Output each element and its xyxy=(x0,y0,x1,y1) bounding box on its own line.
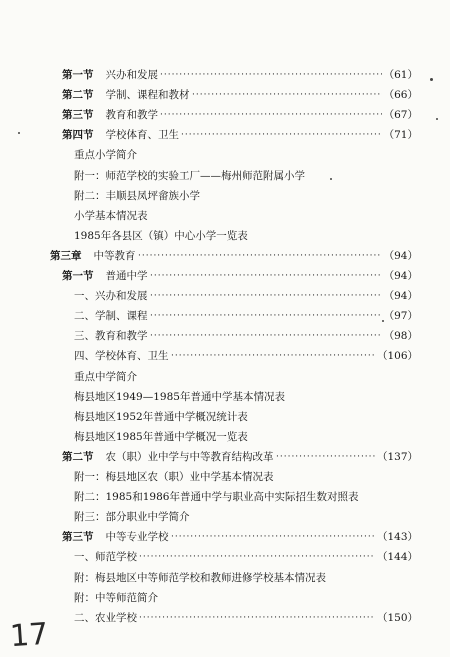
toc-entry xyxy=(0,227,450,245)
toc-entry-text xyxy=(74,488,358,506)
scan-speck xyxy=(330,178,332,180)
toc-entry-text xyxy=(74,307,148,325)
toc-entry-text xyxy=(74,327,148,345)
toc-entry xyxy=(0,569,450,587)
toc-entry-text xyxy=(74,227,248,245)
toc-title: 教育和教学 xyxy=(105,109,158,122)
toc-leader-dots xyxy=(192,86,382,104)
toc-title: 学校体育、卫生 xyxy=(105,129,179,142)
toc-entry xyxy=(0,468,450,486)
toc-leader-dots xyxy=(171,528,375,546)
toc-title: 附：中等师范简介 xyxy=(74,591,158,604)
toc-entry-text xyxy=(62,126,179,144)
toc-entry xyxy=(0,146,450,164)
toc-entry-text xyxy=(74,388,285,406)
toc-entry xyxy=(0,368,450,386)
toc-leader-dots xyxy=(150,307,382,325)
toc-page-number: （71） xyxy=(383,129,418,142)
toc-leader-dots xyxy=(150,267,382,285)
toc-leader-dots xyxy=(150,327,382,345)
toc-page-number: （66） xyxy=(383,89,418,102)
toc-title: 梅县地区1985年普通中学概况一览表 xyxy=(74,430,248,443)
scan-speck xyxy=(382,320,384,322)
toc-entry xyxy=(0,327,450,345)
toc-title: 附一：梅县地区农（职）业中学基本情况表 xyxy=(74,471,274,483)
toc-title: 二、农业学校 xyxy=(74,611,137,624)
toc-entry-text xyxy=(74,146,137,164)
toc-page-number: （98） xyxy=(383,330,418,343)
toc-entry-text xyxy=(74,287,148,305)
toc-title: 三、教育和教学 xyxy=(74,330,148,343)
toc-section-label: 第一节 xyxy=(62,69,94,81)
toc-entry xyxy=(0,448,450,466)
toc-entry xyxy=(0,548,450,566)
toc-title: 附一：师范学校的实验工厂——梅州师范附属小学 xyxy=(74,169,305,182)
toc-title: 附二：丰顺县凤坪畲族小学 xyxy=(74,189,200,202)
toc-entry-text xyxy=(74,428,248,446)
toc-entry-text xyxy=(74,167,305,185)
toc-entry xyxy=(0,86,450,104)
toc-entry-text xyxy=(74,569,326,587)
toc-entry xyxy=(0,508,450,526)
toc-title: 梅县地区1952年普通中学概况统计表 xyxy=(74,410,248,423)
toc-entry xyxy=(0,428,450,446)
toc-title: 1985年各县区（镇）中心小学一览表 xyxy=(74,229,248,242)
toc-entry-text xyxy=(74,187,200,205)
toc-title: 兴办和发展 xyxy=(105,69,158,81)
toc-entry-text xyxy=(74,347,169,365)
toc-leader-dots xyxy=(181,126,382,144)
toc-title: 普通中学 xyxy=(105,270,148,282)
toc-entry-text xyxy=(74,589,158,607)
toc-entry xyxy=(0,388,450,406)
scan-speck xyxy=(430,78,433,81)
toc-page-number: （137） xyxy=(376,450,418,463)
toc-section-label: 第四节 xyxy=(62,129,94,142)
toc-entry xyxy=(0,528,450,546)
toc-entry xyxy=(0,408,450,426)
toc-leader-dots xyxy=(160,66,382,84)
toc-entry xyxy=(0,307,450,325)
toc-title: 附：梅县地区中等师范学校和教师进修学校基本情况表 xyxy=(74,571,326,584)
toc-title: 学制、课程和教材 xyxy=(105,89,190,102)
toc-section-label: 第二节 xyxy=(62,89,94,102)
toc-entry xyxy=(0,609,450,627)
toc-page-number: （97） xyxy=(383,310,418,323)
toc-entry xyxy=(0,106,450,124)
toc-entry-text xyxy=(74,408,248,426)
toc-entry-text xyxy=(74,468,274,486)
toc-section-label: 第三节 xyxy=(62,109,94,122)
toc-entry xyxy=(0,187,450,205)
scan-speck xyxy=(18,132,20,134)
toc-page-number: （144） xyxy=(376,551,418,564)
toc-title: 梅县地区1949—1985年普通中学基本情况表 xyxy=(74,390,285,403)
toc-leader-dots xyxy=(139,548,375,566)
toc-entry xyxy=(0,207,450,225)
handwritten-page-number: 17 xyxy=(8,616,50,655)
toc-title: 二、学制、课程 xyxy=(74,310,148,323)
toc-page-number: （94） xyxy=(383,249,418,262)
toc-section-label: 第三章 xyxy=(50,249,82,262)
toc-leader-dots xyxy=(276,448,375,466)
toc-title: 中等教育 xyxy=(93,249,136,262)
toc-title: 重点小学简介 xyxy=(74,149,137,162)
toc-entry-text xyxy=(50,247,136,265)
toc-entry xyxy=(0,66,450,84)
toc-section-label: 第三节 xyxy=(62,531,94,544)
toc-title: 一、师范学校 xyxy=(74,551,137,564)
toc-entry xyxy=(0,488,450,506)
toc-entry xyxy=(0,287,450,305)
toc-leader-dots xyxy=(139,609,375,627)
toc-entry-text xyxy=(62,86,190,104)
toc-leader-dots xyxy=(171,347,375,365)
toc-leader-dots xyxy=(138,247,382,265)
toc-entry xyxy=(0,126,450,144)
toc-title: 农（职）业中学与中等教育结构改革 xyxy=(105,450,274,463)
toc-title: 四、学校体育、卫生 xyxy=(74,350,169,363)
toc-entry-text xyxy=(62,66,158,84)
toc-page-number: （94） xyxy=(383,290,418,303)
toc-entry-text xyxy=(62,106,158,124)
toc-entry xyxy=(0,167,450,185)
toc-entry xyxy=(0,589,450,607)
toc-title: 一、兴办和发展 xyxy=(74,290,148,303)
toc-entry-text xyxy=(74,609,137,627)
toc-page-number: （106） xyxy=(376,350,418,363)
toc-entry-text xyxy=(62,528,169,546)
toc-entry-text xyxy=(62,267,148,285)
toc-entry-text xyxy=(62,448,274,466)
toc-entry-text xyxy=(74,508,190,526)
toc-entry xyxy=(0,247,450,265)
toc-title: 小学基本情况表 xyxy=(74,209,148,222)
toc-page-number: （143） xyxy=(376,531,418,544)
toc-section-label: 第二节 xyxy=(62,450,94,463)
toc-title: 中等专业学校 xyxy=(105,531,169,544)
toc-title: 重点中学简介 xyxy=(74,370,137,383)
toc-page-number: （94） xyxy=(383,270,418,282)
toc-entry-text xyxy=(74,207,148,225)
toc-title: 附二：1985和1986年普通中学与职业高中实际招生数对照表 xyxy=(74,491,359,504)
toc-entry-text xyxy=(74,548,137,566)
toc-page-number: （61） xyxy=(383,69,418,81)
toc-leader-dots xyxy=(160,106,382,124)
toc-page-number: （150） xyxy=(376,611,418,624)
toc-section-label: 第一节 xyxy=(62,270,94,282)
scan-speck xyxy=(436,118,438,120)
toc-entry-text xyxy=(74,368,137,386)
toc-entry xyxy=(0,347,450,365)
toc-leader-dots xyxy=(150,287,382,305)
toc-page-number: （67） xyxy=(383,109,418,122)
toc-title: 附三：部分职业中学简介 xyxy=(74,511,190,524)
toc-entry xyxy=(0,267,450,285)
